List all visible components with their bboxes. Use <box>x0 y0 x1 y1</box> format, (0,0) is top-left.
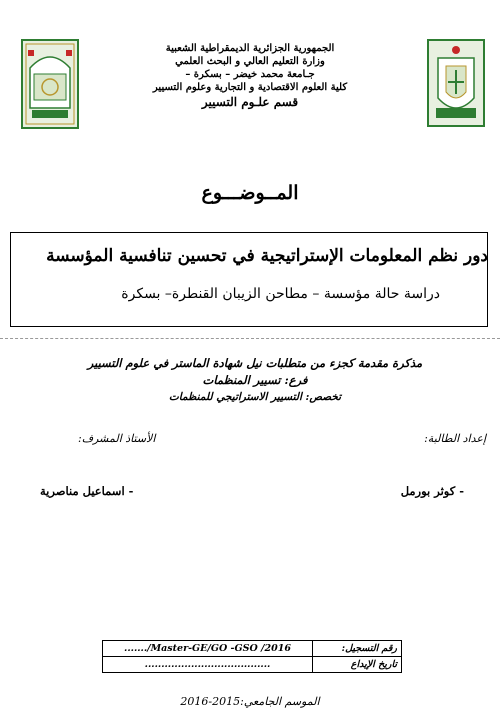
supervisor-label: الأستاذ المشرف: <box>78 432 156 445</box>
prepared-by-label: إعداد الطالبة: <box>424 432 486 445</box>
thesis-title: دور نظم المعلومات الإستراتيجية في تحسين تنافسية المؤسسة <box>46 246 488 266</box>
deposit-date-value: ...................................... <box>103 657 313 673</box>
university-logo-left <box>20 38 80 130</box>
deposit-date-label: تاريخ الإيداع <box>313 657 402 673</box>
university-logo-right <box>426 38 486 128</box>
memo-branch-line: فرع: تسيير المنظمات <box>202 373 308 387</box>
memo-degree-line: مذكرة مقدمة كجزء من متطلبات نيل شهادة الماستر في علوم التسيير <box>87 356 423 370</box>
ministry-name: وزارة التعليم العالي و البحث العلمي <box>175 56 325 67</box>
memo-specialty-line: تخصص: التسيير الاستراتيجي للمنظمات <box>168 391 342 403</box>
registration-number-label: رقم التسجيل: <box>313 641 402 657</box>
university-name: جـامعة محمد خيضر – بسكرة – <box>185 69 315 80</box>
republic-name: الجمهورية الجزائرية الديمقراطية الشعبية <box>165 43 335 54</box>
registration-table <box>102 640 402 673</box>
university-emblem-icon <box>20 38 80 130</box>
registration-number-row <box>103 641 402 657</box>
deposit-date-row <box>103 657 402 673</box>
case-study-title: دراسة حالة مؤسسة – مطاحن الزيبان القنطرة– بسكرة <box>121 286 440 302</box>
student-name: - كوثر بورمل <box>400 484 464 498</box>
department-name: قسم علـوم التسيير <box>201 95 299 109</box>
academic-year: الموسم الجامعي:2015-2016 <box>180 695 320 708</box>
divider <box>0 338 500 339</box>
faculty-name: كلية العلوم الاقتصادية و التجارية وعلوم التسيير <box>152 82 348 93</box>
university-crest-icon <box>426 38 486 128</box>
registration-number-value: ......./Master-GE/GO -GSO /2016 <box>103 641 313 657</box>
supervisor-name: - اسماعيل مناصرية <box>40 484 134 498</box>
subject-label: المــوضـــوع <box>201 182 299 204</box>
